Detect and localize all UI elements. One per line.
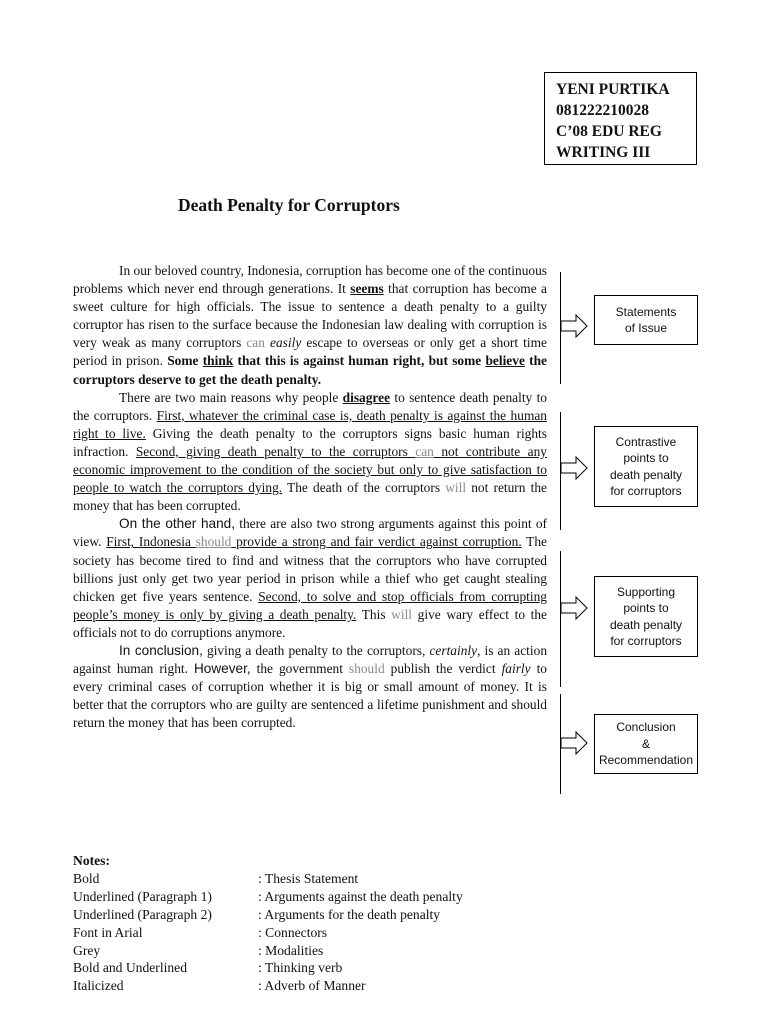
note-row: Underlined (Paragraph 2) : Arguments for the death penalty (73, 906, 441, 922)
notes-heading: Notes: (73, 853, 110, 868)
course-name: WRITING III (556, 144, 651, 161)
student-class: C’08 EDU REG (556, 123, 662, 140)
paragraph-against: There are two main reasons why people disagree to sentence death penalty to the corruptors. First, whatever the criminal case is, death penalty is against the human right to live. Giving the death penalty to the corruptors signs basic human rights infraction. Second, giving death penalty to the corruptors can not contribute any economic improvement to the condition of the society but only to give satisfaction to people to watch the corruptors dying. The death of the corruptors will not return the money that has been corrupted. (73, 389, 548, 514)
paragraph-introduction: In our beloved country, Indonesia, corruption has become one of the continuous problems which never end through generations. It seems that corruption has become a sweet culture for high officials. The issue to sentence a death penalty to a guilty corruptor has risen to the surface because the Indonesian law dealing with corruption is very weak as many corruptors can easily escape to overseas or only get a short time period in prison. Some think that this is against human right, but some believe the corruptors deserve to get the death penalty. (73, 263, 547, 387)
note-row: Bold and Underlined : Thinking verb (73, 960, 343, 976)
note-row: Underlined (Paragraph 1) : Arguments against the death penalty (73, 888, 463, 904)
essay-title: Death Penalty for Corruptors (178, 195, 400, 215)
student-name: YENI PURTIKA (556, 81, 670, 98)
notes-legend (73, 852, 463, 995)
essay-body (73, 262, 547, 732)
note-row: Font in Arial : Connectors (73, 924, 328, 940)
student-info-box (544, 72, 697, 165)
note-row: Grey : Modalities (73, 942, 324, 958)
arrow-right-icon (560, 456, 588, 480)
paragraph-for: On the other hand, there are also two strong arguments against this point of view. First, Indonesia should provide a strong and fair verdict against corruption. The society has become tired to find and witness that the corruptors who have corrupted billions just only get two year period in prison while a thief who get caught stealing chicken get five years sentence. Second, to solve and stop officials from corrupting people’s money is only by giving a death penalty. This will give wary effect to the officials not to do corruptions anymore. (73, 516, 548, 640)
note-row: Bold : Thesis Statement (73, 870, 359, 886)
label-contrastive-points: Contrastive points to death penalty for corruptors (594, 426, 698, 507)
label-conclusion-recommendation: Conclusion & Recommendation (594, 714, 698, 774)
note-row: Italicized : Adverb of Manner (73, 978, 366, 994)
arrow-right-icon (560, 596, 588, 620)
arrow-right-icon (560, 314, 588, 338)
student-number: 081222210028 (556, 102, 649, 119)
label-supporting-points: Supporting points to death penalty for corruptors (594, 576, 698, 657)
label-statements-of-issue: Statements of Issue (594, 295, 698, 345)
arrow-right-icon (560, 731, 588, 755)
paragraph-conclusion: In conclusion, giving a death penalty to the corruptors, certainly, is an action against human right. However, the government should publish the verdict fairly to every criminal cases of corruption whether it is big or small amount of money. It is better that the corruptors who are guilty are sentenced a lifetime punishment and should return the money that has been corrupted. (73, 642, 548, 731)
